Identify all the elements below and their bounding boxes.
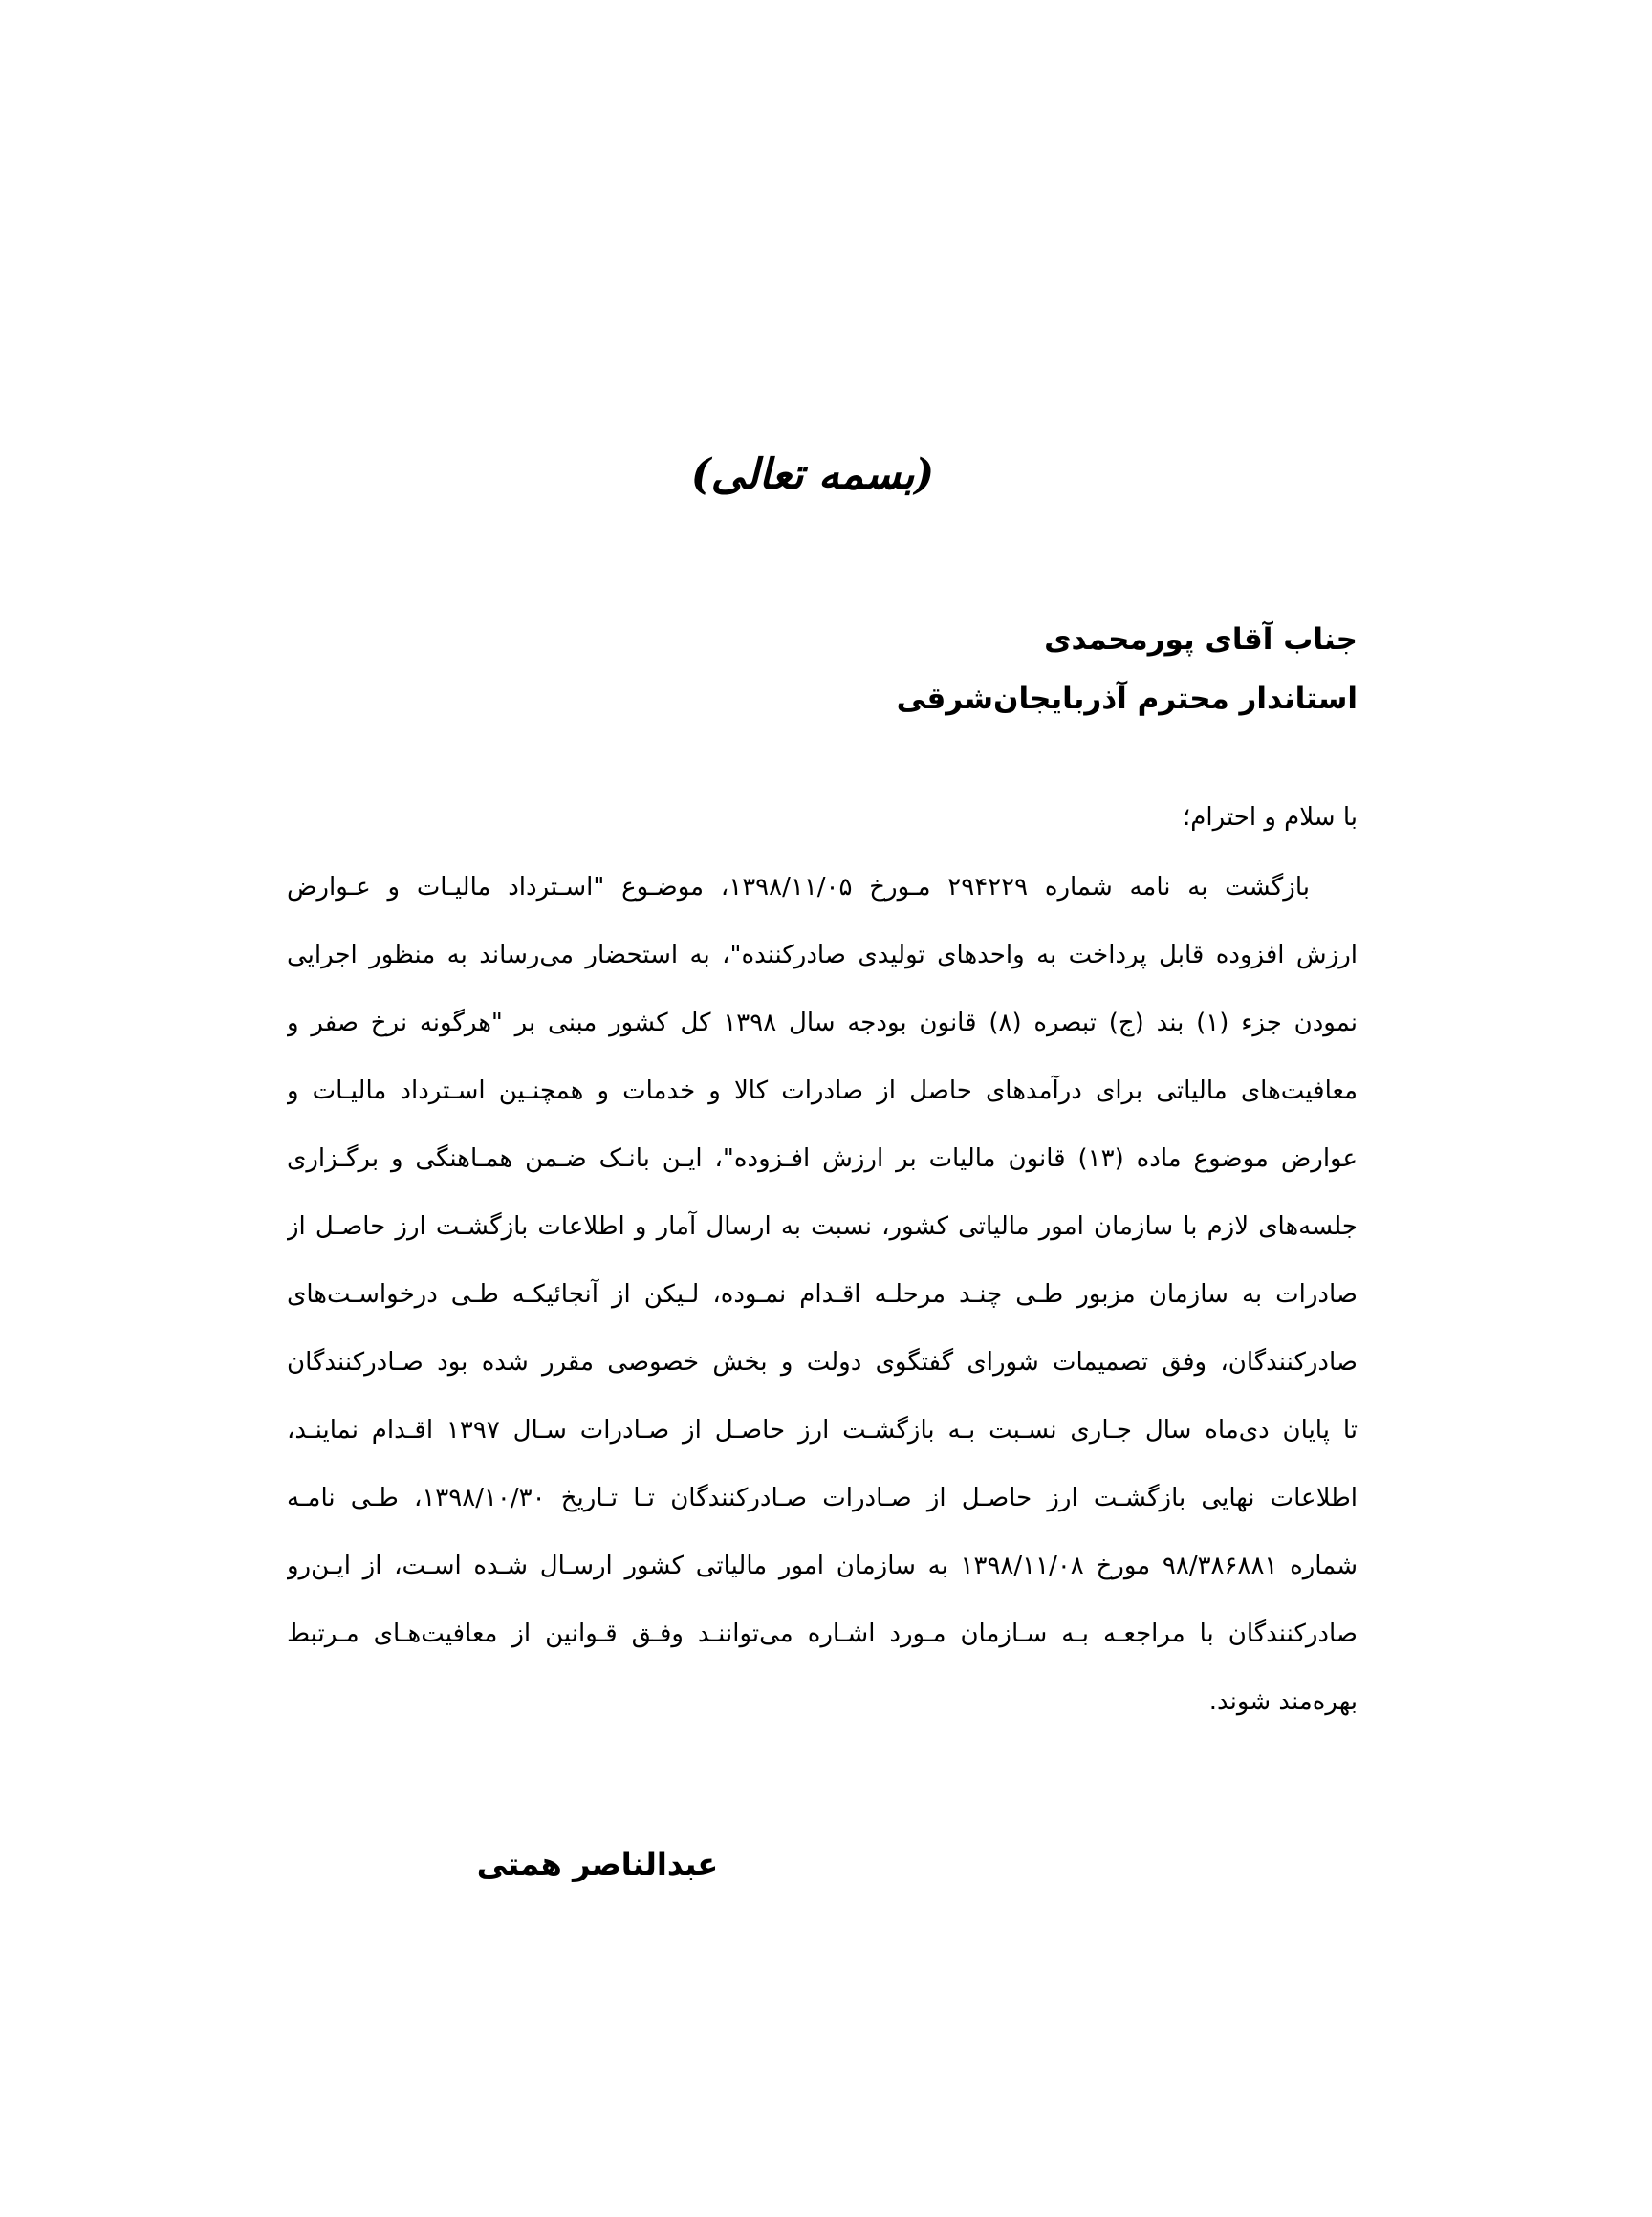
body-line: نمودن جزء (۱) بند (ج) تبصره (۸) قانون بودجه سال ۱۳۹۸ کل کشور مبنی بر "هرگونه نرخ صفر و — [287, 1009, 1358, 1037]
letter-body — [287, 859, 1358, 1741]
body-line: ارزش افزوده قابل پرداخت به واحدهای تولیدی صادرکننده"، به استحضار می‌رساند به منظور اجرایی — [287, 941, 1358, 969]
body-line: عوارض موضوع ماده (۱۳) قانون مالیات بر ارزش افـزوده"، ایـن بانـک ضـمن همـاهنگی و برگـزاری — [287, 1144, 1358, 1173]
body-line: معافیت‌های مالیاتی برای درآمدهای حاصل از صادرات کالا و خدمات و همچنـین اسـترداد مالیـات و — [287, 1076, 1358, 1105]
addressee-name: جناب آقای پورمحمدی — [1044, 622, 1358, 657]
body-line: صادرکنندگان با مراجعـه بـه سـازمان مـورد اشـاره می‌تواننـد وفـق قـوانین از معافیت‌هـای مـرتبط — [287, 1619, 1358, 1648]
body-line: تا پایان دی‌ماه سال جـاری نسـبت بـه بازگشـت ارز حاصـل از صـادرات سـال ۱۳۹۷ اقـدام نماینـد، — [287, 1416, 1358, 1445]
body-line: شماره ۹۸/۳۸۶۸۸۱ مورخ ۱۳۹۸/۱۱/۰۸ به سازمان امور مالیاتی کشور ارسـال شـده اسـت، از ایـن‌رو — [287, 1552, 1358, 1580]
signature-name: عبدالناصر همتی — [476, 1846, 719, 1882]
invocation-heading: (بسمه تعالی) — [690, 450, 935, 499]
body-line: بازگشت به نامه شماره ۲۹۴۲۲۹ مـورخ ۱۳۹۸/۱۱/۰۵، موضـوع "اسـترداد مالیـات و عـوارض — [287, 873, 1310, 902]
addressee-title: استاندار محترم آذربایجان‌شرقی — [896, 682, 1358, 716]
addressee-block — [688, 610, 1358, 728]
body-line: صادرکنندگان، وفق تصمیمات شورای گفتگوی دولت و بخش خصوصی مقرر شده بود صـادرکنندگان — [287, 1348, 1358, 1377]
greeting: با سلام و احترام؛ — [1183, 803, 1358, 832]
body-line: اطلاعات نهایی بازگشـت ارز حاصـل از صـادرات صـادرکنندگان تـا تـاریخ ۱۳۹۸/۱۰/۳۰، طـی نامـه — [287, 1484, 1358, 1512]
body-line: بهره‌مند شوند. — [1208, 1687, 1358, 1716]
body-line: جلسه‌های لازم با سازمان امور مالیاتی کشور، نسبت به ارسال آمار و اطلاعات بازگشـت ارز حاصـل از — [287, 1212, 1358, 1241]
body-line: صادرات به سازمان مزبور طـی چنـد مرحلـه اقـدام نمـوده، لـیکن از آنجائیکـه طـی درخواسـت‌های — [287, 1280, 1358, 1309]
